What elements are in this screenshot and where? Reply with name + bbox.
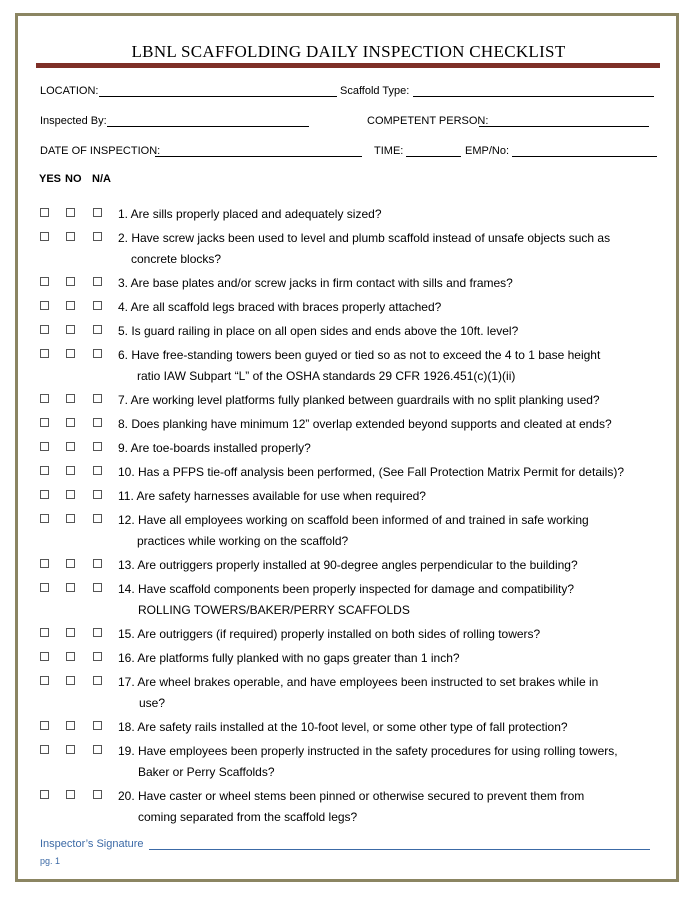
na-checkbox[interactable] — [93, 301, 102, 310]
na-checkbox[interactable] — [93, 325, 102, 334]
na-checkbox[interactable] — [93, 442, 102, 451]
na-checkbox[interactable] — [93, 628, 102, 637]
na-checkbox[interactable] — [93, 394, 102, 403]
no-checkbox[interactable] — [66, 301, 75, 310]
item-text-continued: practices while working on the scaffold? — [137, 534, 349, 548]
date-of-inspection-field[interactable] — [155, 156, 362, 157]
no-column-header: NO — [65, 173, 82, 185]
item-text: 3. Are base plates and/or screw jacks in firm contact with sills and frames? — [118, 276, 513, 290]
no-checkbox[interactable] — [66, 790, 75, 799]
checklist-item — [38, 321, 678, 342]
checklist-item — [38, 273, 678, 294]
page-number: pg. 1 — [40, 856, 61, 866]
location-label: LOCATION: — [40, 85, 99, 97]
item-text-continued: concrete blocks? — [131, 252, 222, 266]
no-checkbox[interactable] — [66, 514, 75, 523]
checklist-item — [38, 486, 678, 507]
no-checkbox[interactable] — [66, 583, 75, 592]
time-field[interactable] — [406, 156, 461, 157]
checklist-item — [38, 204, 678, 225]
no-checkbox[interactable] — [66, 208, 75, 217]
na-checkbox[interactable] — [93, 277, 102, 286]
yes-checkbox[interactable] — [40, 394, 49, 403]
yes-column-header: YES — [39, 173, 62, 185]
yes-checkbox[interactable] — [40, 349, 49, 358]
na-checkbox[interactable] — [93, 490, 102, 499]
emp-no-label: EMP/No: — [465, 145, 510, 157]
na-checkbox[interactable] — [93, 418, 102, 427]
na-checkbox[interactable] — [93, 208, 102, 217]
date-of-inspection-label: DATE OF INSPECTION: — [40, 145, 161, 157]
item-text: 2. Have screw jacks been used to level and plumb scaffold instead of unsafe objects such as — [118, 231, 611, 245]
no-checkbox[interactable] — [66, 559, 75, 568]
yes-checkbox[interactable] — [40, 559, 49, 568]
checklist-item — [38, 345, 678, 387]
competent-person-field[interactable] — [479, 126, 649, 127]
title-rule — [36, 63, 660, 68]
item-text-continued: Baker or Perry Scaffolds? — [138, 765, 275, 779]
inspector-signature-label: Inspector’s Signature — [40, 838, 144, 850]
item-text-continued: use? — [139, 696, 166, 710]
yes-checkbox[interactable] — [40, 277, 49, 286]
item-text: 9. Are toe-boards installed properly? — [118, 441, 311, 455]
item-text: 5. Is guard railing in place on all open sides and ends above the 10ft. level? — [118, 324, 519, 338]
no-checkbox[interactable] — [66, 418, 75, 427]
na-checkbox[interactable] — [93, 745, 102, 754]
competent-person-label: COMPETENT PERSON: — [367, 115, 489, 127]
item-text: 20. Have caster or wheel stems been pinned or otherwise secured to prevent them from — [118, 789, 585, 803]
inspected-by-field[interactable] — [107, 126, 309, 127]
no-checkbox[interactable] — [66, 466, 75, 475]
na-checkbox[interactable] — [93, 790, 102, 799]
item-text: 1. Are sills properly placed and adequately sized? — [118, 207, 382, 221]
scaffold-type-label: Scaffold Type: — [340, 85, 410, 97]
checklist-item — [38, 672, 678, 714]
na-checkbox[interactable] — [93, 559, 102, 568]
no-checkbox[interactable] — [66, 652, 75, 661]
na-checkbox[interactable] — [93, 721, 102, 730]
yes-checkbox[interactable] — [40, 721, 49, 730]
checklist-item — [38, 741, 678, 783]
na-checkbox[interactable] — [93, 583, 102, 592]
no-checkbox[interactable] — [66, 721, 75, 730]
section-heading-rolling-towers: ROLLING TOWERS/BAKER/PERRY SCAFFOLDS — [138, 603, 410, 617]
checklist-item — [38, 624, 678, 645]
yes-checkbox[interactable] — [40, 208, 49, 217]
item-text-continued: ratio IAW Subpart “L” of the OSHA standards 29 CFR 1926.451(c)(1)(ii) — [137, 369, 516, 383]
yes-checkbox[interactable] — [40, 418, 49, 427]
na-checkbox[interactable] — [93, 652, 102, 661]
yes-checkbox[interactable] — [40, 325, 49, 334]
page-title: LBNL SCAFFOLDING DAILY INSPECTION CHECKLIST — [131, 42, 566, 61]
scaffold-type-field[interactable] — [413, 96, 654, 97]
no-checkbox[interactable] — [66, 745, 75, 754]
yes-checkbox[interactable] — [40, 676, 49, 685]
no-checkbox[interactable] — [66, 349, 75, 358]
yes-checkbox[interactable] — [40, 790, 49, 799]
item-text: 6. Have free-standing towers been guyed or tied so as not to exceed the 4 to 1 base height — [118, 348, 601, 362]
checklist-item — [38, 462, 678, 483]
item-text: 10. Has a PFPS tie-off analysis been performed, (See Fall Protection Matrix Permit for details)? — [118, 465, 624, 479]
yes-checkbox[interactable] — [40, 652, 49, 661]
checklist-item — [38, 786, 678, 828]
checklist — [38, 204, 678, 831]
checklist-item — [38, 228, 678, 270]
na-checkbox[interactable] — [93, 232, 102, 241]
na-checkbox[interactable] — [93, 466, 102, 475]
yes-checkbox[interactable] — [40, 232, 49, 241]
yes-checkbox[interactable] — [40, 301, 49, 310]
yes-checkbox[interactable] — [40, 514, 49, 523]
time-label: TIME: — [374, 145, 404, 157]
checklist-item — [38, 555, 678, 576]
checklist-item — [38, 414, 678, 435]
item-text: 15. Are outriggers (if required) properly installed on both sides of rolling towers? — [118, 627, 541, 641]
checklist-item — [38, 438, 678, 459]
no-checkbox[interactable] — [66, 277, 75, 286]
emp-no-field[interactable] — [512, 156, 657, 157]
na-column-header: N/A — [92, 173, 111, 185]
item-text: 17. Are wheel brakes operable, and have employees been instructed to set brakes while in — [118, 675, 599, 689]
no-checkbox[interactable] — [66, 442, 75, 451]
item-text: 16. Are platforms fully planked with no gaps greater than 1 inch? — [118, 651, 460, 665]
item-text: 11. Are safety harnesses available for use when required? — [118, 489, 426, 503]
na-checkbox[interactable] — [93, 676, 102, 685]
checklist-item — [38, 297, 678, 318]
yes-checkbox[interactable] — [40, 628, 49, 637]
checklist-item — [38, 510, 678, 552]
item-text: 4. Are all scaffold legs braced with braces properly attached? — [118, 300, 442, 314]
no-checkbox[interactable] — [66, 676, 75, 685]
item-text: 19. Have employees been properly instructed in the safety procedures for using rolling towers, — [118, 744, 618, 758]
item-text: 13. Are outriggers properly installed at 90-degree angles perpendicular to the building? — [118, 558, 578, 572]
yes-checkbox[interactable] — [40, 745, 49, 754]
na-checkbox[interactable] — [93, 349, 102, 358]
no-checkbox[interactable] — [66, 628, 75, 637]
inspector-signature-field[interactable] — [149, 849, 650, 850]
item-text: 7. Are working level platforms fully planked between guardrails with no split planking used? — [118, 393, 600, 407]
yes-checkbox[interactable] — [40, 490, 49, 499]
yes-checkbox[interactable] — [40, 442, 49, 451]
no-checkbox[interactable] — [66, 325, 75, 334]
checklist-item — [38, 579, 678, 621]
no-checkbox[interactable] — [66, 232, 75, 241]
yes-checkbox[interactable] — [40, 583, 49, 592]
location-field[interactable] — [99, 96, 337, 97]
checklist-item — [38, 390, 678, 411]
item-text-continued: coming separated from the scaffold legs? — [138, 810, 358, 824]
item-text: 14. Have scaffold components been properly inspected for damage and compatibility? — [118, 582, 575, 596]
yes-checkbox[interactable] — [40, 466, 49, 475]
inspected-by-label: Inspected By: — [40, 115, 107, 127]
checklist-item — [38, 717, 678, 738]
na-checkbox[interactable] — [93, 514, 102, 523]
no-checkbox[interactable] — [66, 394, 75, 403]
item-text: 12. Have all employees working on scaffold been informed of and trained in safe working — [118, 513, 589, 527]
no-checkbox[interactable] — [66, 490, 75, 499]
checklist-item — [38, 648, 678, 669]
item-text: 8. Does planking have minimum 12” overlap extended beyond supports and cleated at ends? — [118, 417, 612, 431]
item-text: 18. Are safety rails installed at the 10-foot level, or some other type of fall protection? — [118, 720, 568, 734]
